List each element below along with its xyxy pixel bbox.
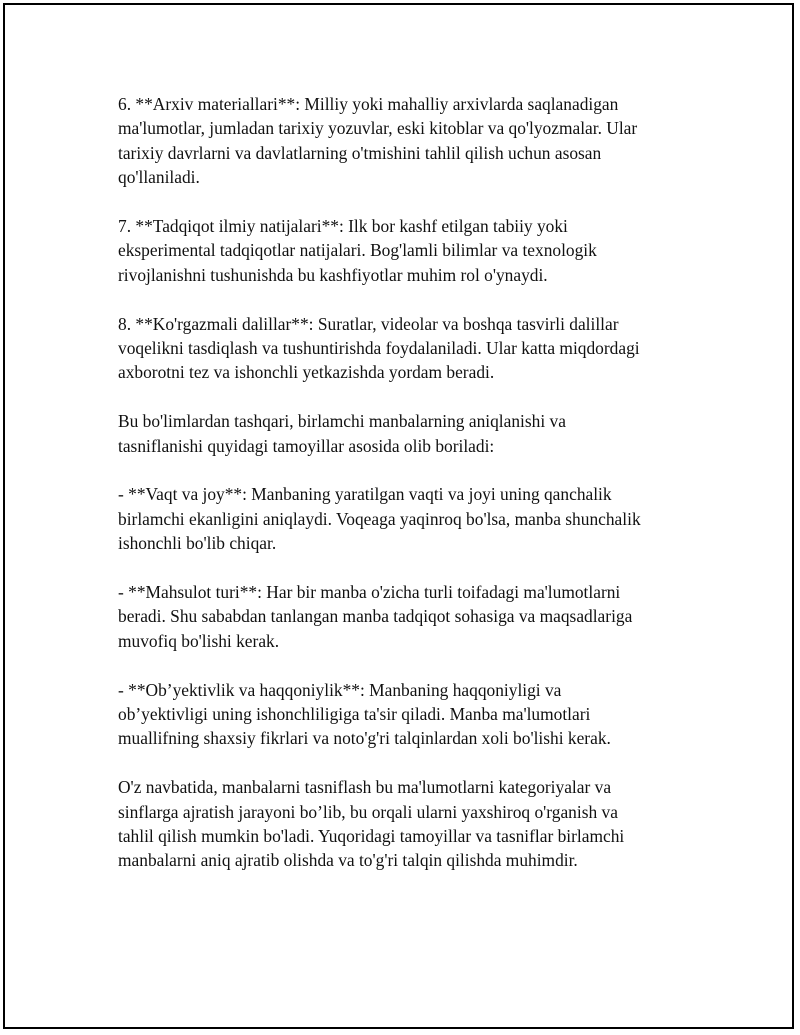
paragraph-principles-intro: Bu bo'limlardan tashqari, birlamchi manbalarning aniqlanishi va tasniflanishi quyidagi tamoyillar asosida olib boriladi: bbox=[118, 411, 566, 456]
paragraph-time-and-place: - **Vaqt va joy**: Manbaning yaratilgan vaqti va joyi uning qanchalik birlamchi ekanligini aniqlaydi. Voqeaga yaqinroq bo'lsa, manba shunchalik ishonchli bo'lib chiqar. bbox=[118, 484, 641, 554]
paragraph-objectivity: - **Ob’yektivlik va haqqoniylik**: Manbaning haqqoniyligi va ob’yektivligi uning ishonchliligiga ta'sir qiladi. Manba ma'lumotlari muallifning shaxsiy fikrlari va noto'g'ri talqinlardan xoli bo'lishi kerak. bbox=[118, 679, 611, 749]
paragraph-archive-materials: 6. **Arxiv materiallari**: Milliy yoki mahalliy arxivlarda saqlanadigan ma'lumotlar, jumladan tarixiy yozuvlar, eski kitoblar va qo'lyozmalar. Ular tarixiy davrlarni va davlatlarning o'tmishini tahlil qilish uchun asosan qo'llaniladi. bbox=[118, 94, 638, 188]
paragraph-product-type: - **Mahsulot turi**: Har bir manba o'zicha turli toifadagi ma'lumotlarni beradi. Shu sababdan tanlangan manba tadqiqot sohasiga va maqsadlariga muvofiq bo'lishi kerak. bbox=[118, 582, 633, 651]
paragraph-research-results: 7. **Tadqiqot ilmiy natijalari**: Ilk bor kashf etilgan tabiiy yoki eksperimental tadqiqotlar natijalari. Bog'lamli bilimlar va texnologik rivojlanishni tushunishda bu kashfiyotlar muhim rol o'ynaydi. bbox=[118, 216, 597, 285]
document-body bbox=[118, 92, 688, 897]
paragraph-conclusion: O'z navbatida, manbalarni tasniflash bu ma'lumotlarni kategoriyalar va sinflarga ajratish jarayoni bo’lib, bu orqali ularni yaxshiroq o'rganish va tahlil qilish mumkin bo'ladi. Yuqoridagi tamoyillar va tasniflar birlamchi manbalarni aniq ajratib olishda va to'g'ri talqin qilishda muhimdir. bbox=[118, 777, 625, 871]
paragraph-visual-evidence: 8. **Ko'rgazmali dalillar**: Suratlar, videolar va boshqa tasvirli dalillar voqelikni tasdiqlash va tushuntirishda foydalaniladi. Ular katta miqdordagi axborotni tez va ishonchli yetkazishda yordam beradi. bbox=[118, 313, 640, 383]
